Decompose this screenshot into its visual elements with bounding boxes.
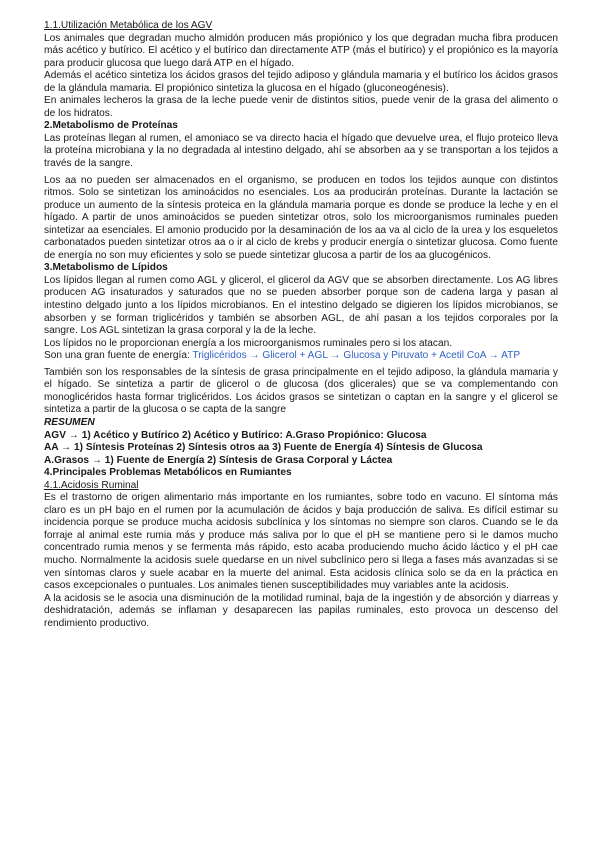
- section-1-1-heading: 1.1.Utilización Metabólica de los AGV: [44, 20, 213, 31]
- section-2-heading: 2.Metabolismo de Proteínas: [44, 120, 178, 132]
- resumen-line-aa: AA → 1) Síntesis Proteínas 2) Síntesis otros aa 3) Fuente de Energía 4) Síntesis de Glucosa: [44, 442, 483, 454]
- paragraph: Las proteínas llegan al rumen, el amoniaco se va directo hacia el hígado que devuelve urea, el flujo proteico lleva la proteína microbiana y la no degradada al intestino delgado, ahí se absorben aa y se transportan a los tejidos a través de la sangre.: [44, 132, 558, 170]
- paragraph: A la acidosis se le asocia una disminución de la motilidad ruminal, baja de la ingestión y de absorción y diarreas y deshidratación, además se inflaman y desaparecen las papilas ruminales, esto provoca un descenso del rendimiento productivo.: [44, 592, 558, 629]
- paragraph: Los aa no pueden ser almacenados en el organismo, se producen en todos los tejidos aunque con distintos ritmos. Solo se sintetizan los aminoácidos no esenciales. Los aa producirán proteínas. Durante la lactación se produce un aumento de la síntesis proteica en la glándula mamaria porque es donde se produce la leche y en el hígado. A partir de unos aminoácidos se pueden sintetizar otros, solo los microorganismos ruminales pueden sintetizar aa esenciales. El amonio producido por la desaminación de los aa va al ciclo de la urea y los esqueletos carbonatados pueden sintetizar otros aa o ir al ciclo de krebs y producir energía o sintetizar glucosa. Como fuente de energía no son muy eficientes y solo se puede sintetizar glucosa a partir de los aa glucogénicos.: [44, 174, 558, 261]
- energy-flow-paragraph: [44, 350, 558, 363]
- resumen-line-agrasos: A.Grasos → 1) Fuente de Energía 2) Síntesis de Grasa Corporal y Láctea: [44, 454, 393, 466]
- section-3-heading: 3.Metabolismo de Lípidos: [44, 262, 168, 274]
- section-4-1-heading: 4.1.Acidosis Ruminal: [44, 479, 139, 491]
- paragraph: Los lípidos no le proporcionan energía a los microorganismos ruminales pero si los atacan.: [44, 337, 453, 349]
- energy-flow-chain: Triglicéridos → Glicerol + AGL → Glucosa y Piruvato + Acetil CoA → ATP: [192, 350, 521, 362]
- paragraph: Los animales que degradan mucho almidón producen más propiónico y los que degradan mucha fibra producen más acético y butírico. El acético y el butírico dan directamente ATP (más el butírico) y el propiónico es la mayoría para producir glucosa que luego dará ATP en el hígado.: [44, 32, 558, 69]
- resumen-heading: RESUMEN: [44, 416, 95, 428]
- energy-flow-intro: Son una gran fuente de energía:: [44, 350, 193, 362]
- resumen-line-agv: AGV → 1) Acético y Butírico 2) Acético y Butírico: A.Graso Propiónico: Glucosa: [44, 429, 427, 441]
- paragraph: Es el trastorno de origen alimentario más importante en los rumiantes, sobre todo en vacuno. El síntoma más claro es un pH bajo en el rumen por la acumulación de ácidos y baja producción de saliva. Es difícil estimar su incidencia porque se produce mucha acidosis subclínica y los síntomas no siempre son claros. Cuando se le da forraje al animal este rumia más y produce más saliva por lo que el pH se mantiene pero si le damos mucho concentrado rumia menos y se fermenta más rápido, esto acaba produciendo mucho ácido láctico y el pH cae mucho. Normalmente la acidosis suele quedarse en un nivel subclínico pero si llega a fases más avanzadas si se ven síntomas claros y suele acabar en la muerte del animal. Esta acidosis clínica solo se da en la práctica en casos excepcionales o puntuales. Los animales tienen susceptibilidades muy variables ante la acidosis.: [44, 492, 558, 592]
- paragraph: Los lípidos llegan al rumen como AGL y glicerol, el glicerol da AGV que se absorben directamente. Los AG libres producen AG insaturados y saturados que no se pueden absorber porque son de cadena larga y pasan al intestino delgado junto a los lípidos microbianos. En el intestino delgado se digieren los lípidos microbianos, se absorben y se forman triglicéridos y también se absorben AGL, de ahí pasan a los tejidos corporales por la sangre. Los AGL sintetizan la grasa corporal y la de la leche.: [44, 274, 558, 337]
- section-4-heading: 4.Principales Problemas Metabólicos en Rumiantes: [44, 467, 292, 479]
- paragraph: También son los responsables de la síntesis de grasa principalmente en el tejido adiposo, la glándula mamaria y el hígado. Se sintetiza a partir de glicerol o de glucosa (dos glicerales) que se va complementando con monoglicéridos hasta formar triglicéridos. Los ácidos grasos se sintetizan o captan en la sangre y el glicerol se sintetiza a partir de la glucosa o se capta de la sangre: [44, 366, 558, 416]
- document-page: [44, 20, 558, 630]
- paragraph: Además el acético sintetiza los ácidos grasos del tejido adiposo y glándula mamaria y el butírico los ácidos grasos de la glándula mamaria. El propiónico sintetiza la glucosa en el hígado (gluconeogénesis).: [44, 70, 558, 94]
- paragraph: En animales lecheros la grasa de la leche puede venir de distintos sitios, puede venir de la grasa del alimento o de los hidratos.: [44, 95, 558, 119]
